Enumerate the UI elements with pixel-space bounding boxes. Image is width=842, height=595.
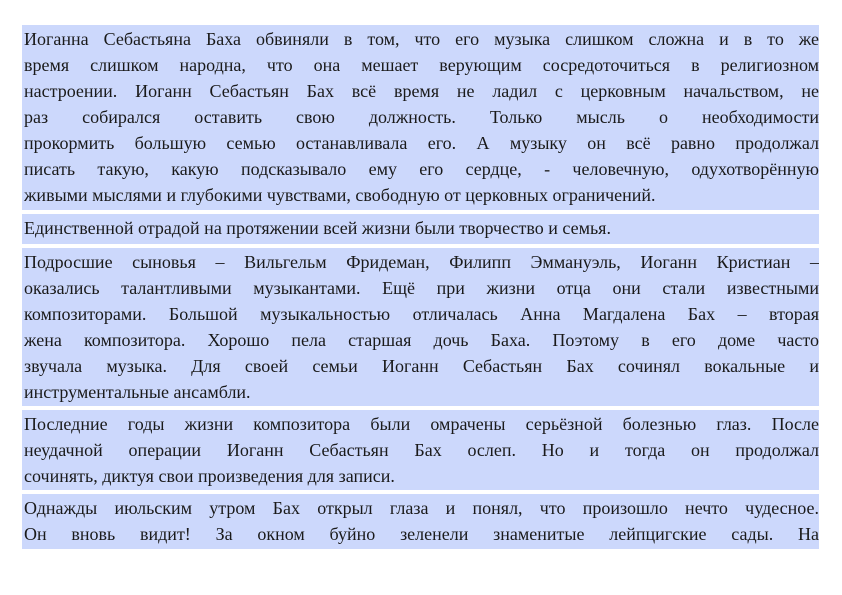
paragraph-sons bbox=[22, 248, 819, 406]
paragraph-last-years bbox=[22, 410, 819, 490]
text-line: композиторами. Большой музыкальностью отличалась Анна Магдалена Бах – вторая bbox=[24, 304, 819, 324]
text-line: настроении. Иоганн Себастьян Бах всё время не ладил с церковным начальством, не bbox=[24, 81, 819, 101]
text-line: Подросшие сыновья – Вильгельм Фридеман, Филипп Эммануэль, Иоганн Кристиан – bbox=[24, 252, 819, 272]
paragraph-accusations bbox=[22, 25, 819, 210]
text-line: Однажды июльским утром Бах открыл глаза и понял, что произошло нечто чудесное. bbox=[24, 498, 819, 518]
text-line: раз собирался оставить свою должность. Только мысль о необходимости bbox=[24, 107, 819, 127]
text-line: Он вновь видит! За окном буйно зеленели знаменитые лейпцигские сады. На bbox=[24, 524, 819, 544]
text-line: звучала музыка. Для своей семьи Иоганн Себастьян Бах сочинял вокальные и bbox=[24, 356, 819, 376]
paragraph-family-joy bbox=[22, 214, 819, 244]
paragraph-july-morning bbox=[22, 494, 819, 549]
text-line: сочинять, диктуя свои произведения для записи. bbox=[24, 466, 395, 486]
text-line: время слишком народна, что она мешает верующим сосредоточиться в религиозном bbox=[24, 55, 819, 75]
text-line: оказались талантливыми музыкантами. Ещё при жизни отца они стали известными bbox=[24, 278, 819, 298]
text-line: Иоганна Себастьяна Баха обвиняли в том, что его музыка слишком сложна и в то же bbox=[24, 29, 819, 49]
text-line: жена композитора. Хорошо пела старшая дочь Баха. Поэтому в его доме часто bbox=[24, 330, 819, 350]
text-line: инструментальные ансамбли. bbox=[24, 382, 251, 402]
text-line: неудачной операции Иоганн Себастьян Бах ослеп. Но и тогда он продолжал bbox=[24, 440, 819, 460]
text-line: Единственной отрадой на протяжении всей жизни были творчество и семья. bbox=[24, 218, 611, 238]
text-line: живыми мыслями и глубокими чувствами, свободную от церковных ограничений. bbox=[24, 185, 656, 205]
text-line: прокормить большую семью останавливала его. А музыку он всё равно продолжал bbox=[24, 133, 819, 153]
text-line: писать такую, какую подсказывало ему его сердце, - человечную, одухотворённую bbox=[24, 159, 819, 179]
text-line: Последние годы жизни композитора были омрачены серьёзной болезнью глаз. После bbox=[24, 414, 819, 434]
